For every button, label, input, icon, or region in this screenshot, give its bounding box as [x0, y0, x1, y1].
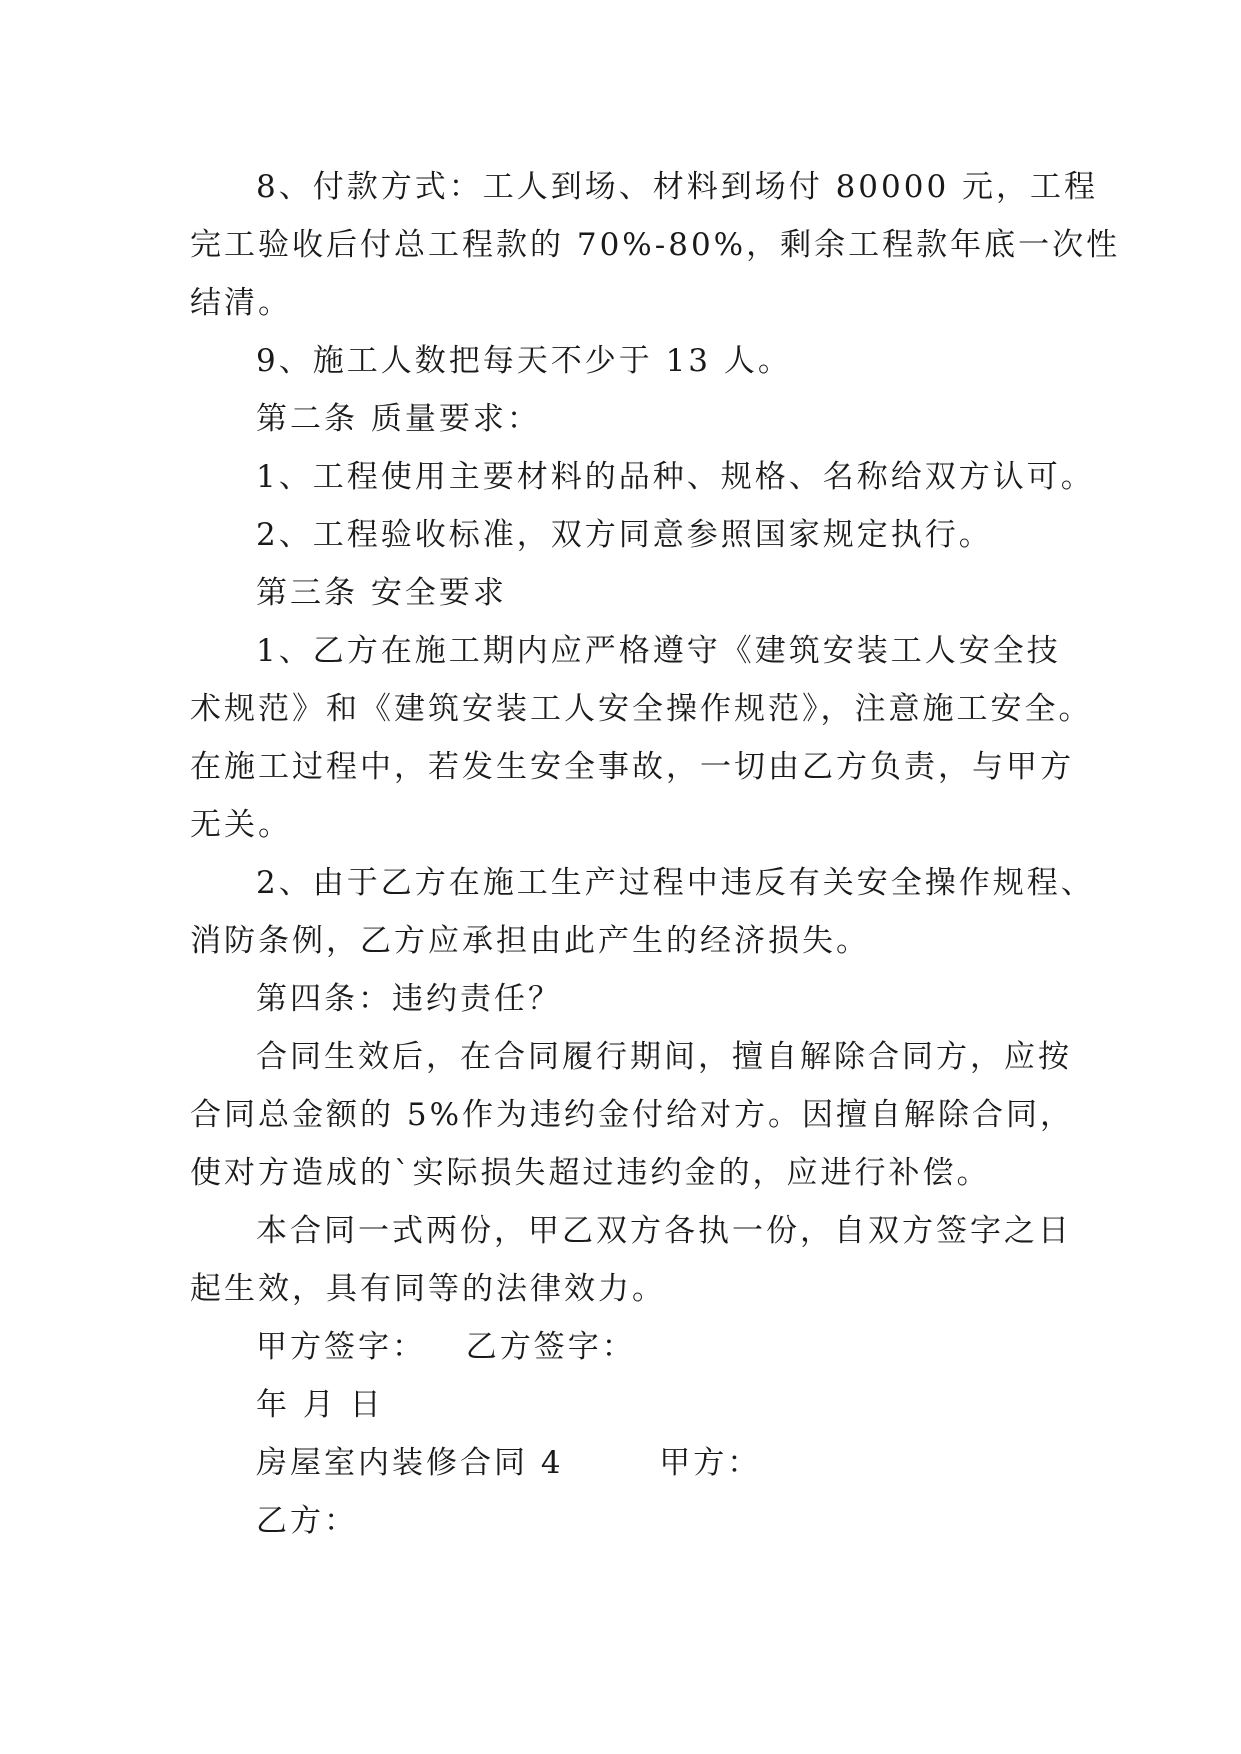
next-contract-party-a-label: 甲方： [659, 1445, 762, 1481]
date-line: 年 月 日 [256, 1387, 384, 1423]
next-contract-title: 房屋室内装修合同 4 [256, 1445, 564, 1481]
text-line: 在施工过程中，若发生安全事故，一切由乙方负责，与甲方 [190, 749, 1074, 785]
text-line: 起生效，具有同等的法律效力。 [190, 1271, 666, 1307]
next-contract-party-b-label: 乙方： [256, 1503, 358, 1539]
party-b-signature-label: 乙方签字： [465, 1329, 636, 1365]
text-line: 使对方造成的`实际损失超过违约金的，应进行补偿。 [190, 1155, 991, 1191]
text-line: 合同生效后，在合同履行期间，擅自解除合同方，应按 [256, 1039, 1072, 1075]
text-line: 8、付款方式：工人到场、材料到场付 80000 元，工程 [256, 169, 1099, 205]
text-line: 2、工程验收标准，双方同意参照国家规定执行。 [256, 517, 993, 553]
text-line: 1、工程使用主要材料的品种、规格、名称给双方认可。 [256, 459, 1095, 495]
text-line: 第二条 质量要求： [256, 401, 541, 437]
text-line: 结清。 [190, 285, 292, 321]
text-line: 无关。 [190, 807, 292, 843]
party-a-signature-label: 甲方签字： [256, 1329, 426, 1365]
text-line: 合同总金额的 5%作为违约金付给对方。因擅自解除合同， [190, 1097, 1075, 1133]
text-line: 2、由于乙方在施工生产过程中违反有关安全操作规程、 [256, 865, 1095, 901]
document-page [190, 158, 1121, 1550]
text-line: 第三条 安全要求 [256, 575, 507, 611]
text-line: 第四条：违约责任？ [256, 981, 562, 1017]
next-contract-header [190, 1434, 1070, 1492]
text-line: 完工验收后付总工程款的 70%-80%，剩余工程款年底一次性 [190, 227, 1121, 263]
text-line: 本合同一式两份，甲乙双方各执一份，自双方签字之日 [256, 1213, 1072, 1249]
text-line: 消防条例，乙方应承担由此产生的经济损失。 [190, 923, 870, 959]
contract-body [190, 158, 1121, 1318]
text-line: 1、乙方在施工期内应严格遵守《建筑安装工人安全技 [256, 633, 1061, 669]
text-line: 9、施工人数把每天不少于 13 人。 [256, 343, 792, 379]
text-line: 术规范》和《建筑安装工人安全操作规范》，注意施工安全。 [190, 691, 1093, 727]
signature-line [190, 1318, 1070, 1376]
